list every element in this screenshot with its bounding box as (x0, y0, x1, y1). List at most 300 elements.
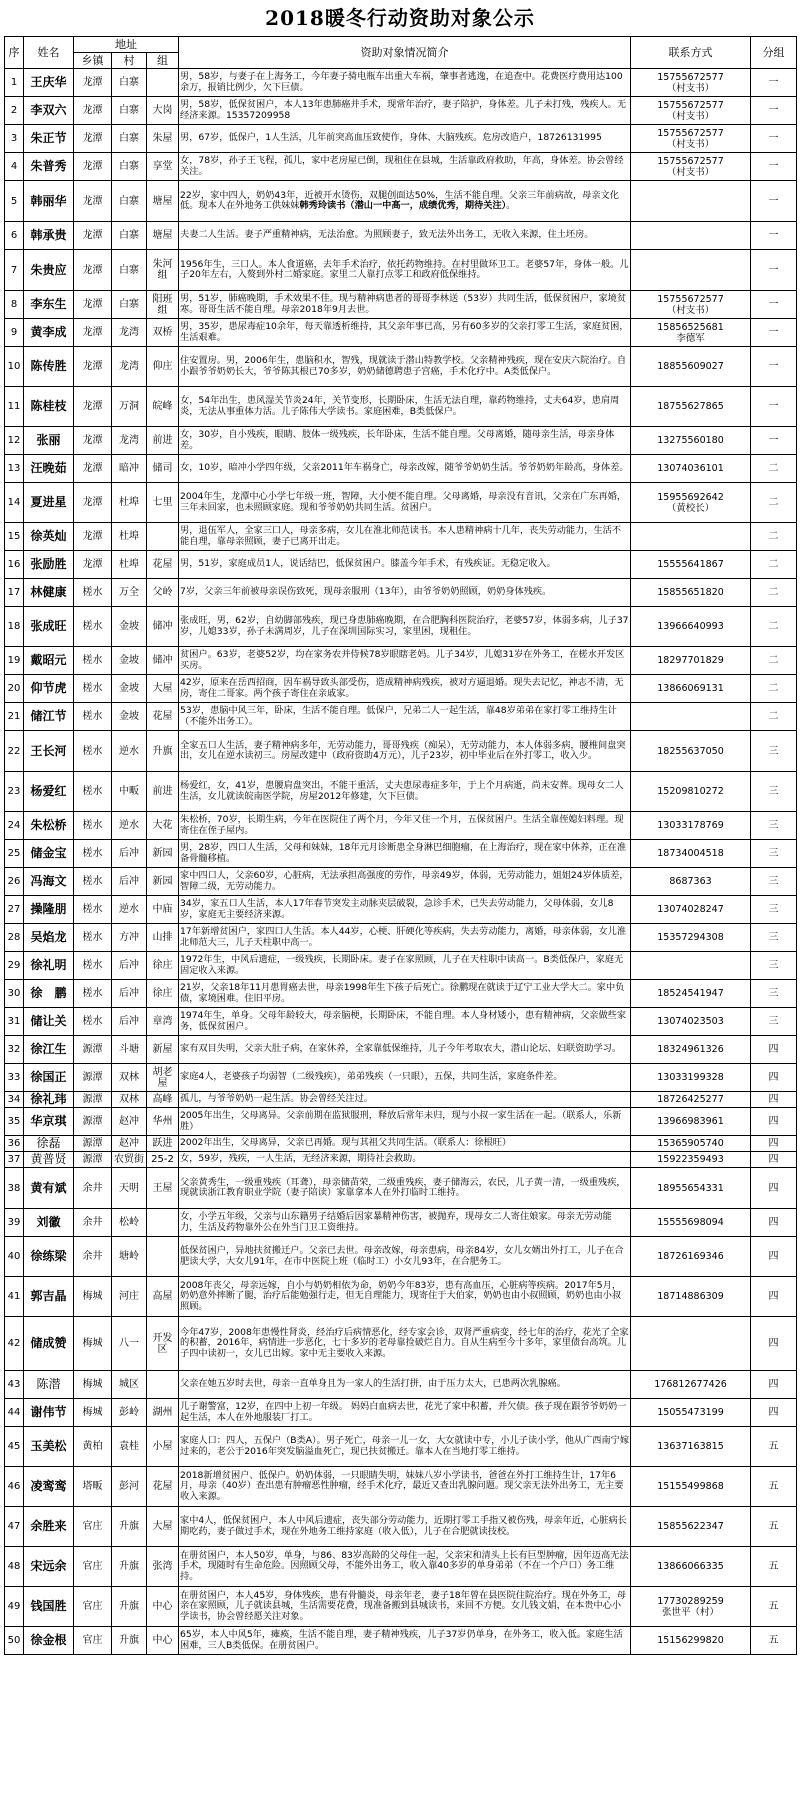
group-grade: 四 (751, 1237, 797, 1277)
contact-phone: 18324961326 (657, 1044, 724, 1055)
person-name: 仰节虎 (24, 675, 74, 703)
situation-description: 住安置房。男，2006年生，患脑积水，智残，现就读于潜山特教学校。父亲精神残疾，现在安庆六院治疗。自小跟爷爷奶奶长大，爷爷陈其根已70多岁，奶奶储德聘患子宫癌，手术化疗中。A类低保户。 (179, 347, 631, 387)
situation-description: 张成旺，男，62岁，自幼脚部残疾，现已身患肺癌晚期，在合肥胸科医院治疗，老婆57岁，体弱多病，儿子37岁，儿媳33岁，孙子未满周岁，儿子在深圳国际实习，家里困，现租住。 (179, 607, 631, 647)
contact-info (631, 347, 751, 387)
situation-description: 21岁，父亲18年11月患胃癌去世，母亲1998年生下孩子后死亡。徐鹏现在就读于辽宁工业大学大二。家中负债，家境困难。住旧平房。 (179, 980, 631, 1008)
contact-info (631, 69, 751, 97)
address-town: 官庄 (74, 1587, 112, 1627)
contact-phone: 15055473199 (657, 1407, 724, 1418)
table-row (5, 125, 797, 153)
contact-phone: 15755672577 (657, 155, 724, 167)
address-town: 槎水 (74, 952, 112, 980)
row-number: 19 (5, 647, 24, 675)
header-contact: 联系方式 (631, 37, 751, 69)
row-number: 7 (5, 250, 24, 291)
group-grade: 四 (751, 1036, 797, 1064)
address-town: 龙潭 (74, 387, 112, 427)
person-name: 操隆朋 (24, 896, 74, 924)
row-number: 10 (5, 347, 24, 387)
group-grade: 一 (751, 347, 797, 387)
person-name: 黄李成 (24, 319, 74, 347)
situation-description: 男，58岁，低保贫困户，本人13年患肺癌并手术，现常年治疗，妻子陪护，身体差。儿子未打残，残疾人。无经济来源。15357209958 (179, 97, 631, 125)
contact-info (631, 1399, 751, 1427)
contact-info (631, 1092, 751, 1108)
contact-phone: 17730289259 (657, 1595, 724, 1607)
group-grade: 一 (751, 181, 797, 222)
situation-description: 女，54年出生，患风湿关节炎24年，关节变形，长期卧床，生活无法自理，靠药物维持，丈夫64岁，患肩周炎，无法从事重体力活。儿子陈伟大学读书。家庭困难，B类低保户。 (179, 387, 631, 427)
situation-description: 1974年生，单身。父母年龄较大，母亲脑梗，长期卧床，不能自理。本人身材矮小，患有精神病，父亲做些家务，低保贫困户。 (179, 1008, 631, 1036)
row-number: 11 (5, 387, 24, 427)
contact-phone: 15755672577 (657, 127, 724, 139)
person-name: 徐金根 (24, 1627, 74, 1655)
address-village: 杜埠 (112, 523, 147, 551)
situation-description: 儿子谢警富，12岁，在四中上初一年级。 妈妈白血病去世，花光了家中积蓄，并欠债。孩子现在跟爷爷奶奶一起生活，本人在外地服装厂打工。 (179, 1399, 631, 1427)
contact-info (631, 1547, 751, 1587)
situation-description: 低保贫困户，异地扶贫搬迁户。父亲已去世。母亲改嫁，母亲患病，母亲84岁，女儿女婿出外打工，儿子在合肥读大学，大女儿91年，在市中医院上班（临时工）小女儿93年，在合肥务工。 (179, 1237, 631, 1277)
address-group: 前进 (147, 427, 179, 455)
address-group: 中心 (147, 1627, 179, 1655)
address-group: 储冲 (147, 607, 179, 647)
table-row (5, 731, 797, 772)
address-village: 龙湾 (112, 319, 147, 347)
group-grade: 二 (751, 607, 797, 647)
address-village: 后冲 (112, 952, 147, 980)
table-row (5, 250, 797, 291)
address-group: 章湾 (147, 1008, 179, 1036)
situation-description: 家庭4人，老婆孩子均弱智（二级残疾），弟弟残疾（一只眼），五保，共同生活，家庭条件差。 (179, 1064, 631, 1092)
address-group: 徐庄 (147, 952, 179, 980)
address-group: 大岗 (147, 97, 179, 125)
person-name: 徐英灿 (24, 523, 74, 551)
row-number: 47 (5, 1507, 24, 1547)
address-village: 逆水 (112, 812, 147, 840)
situation-description: 2018新增贫困户、低保户。奶奶体弱，一只眼睛失明，妹妹八岁小学读书，爸爸在外打工维持生计，17年6月，母亲（40岁）查出患有肿瘤恶性肿瘤，经手术化疗，最近又查出乳腺问题。现父亲无法外出务工，无主要收入来源。 (179, 1467, 631, 1507)
contact-info (631, 387, 751, 427)
address-group: 中心 (147, 1587, 179, 1627)
address-group: 花屋 (147, 1467, 179, 1507)
address-town: 龙潭 (74, 153, 112, 181)
address-town: 龙潭 (74, 97, 112, 125)
address-group (147, 523, 179, 551)
group-grade: 一 (751, 69, 797, 97)
address-village: 杜埠 (112, 551, 147, 579)
row-number: 5 (5, 181, 24, 222)
address-town: 龙潭 (74, 250, 112, 291)
beneficiary-table (4, 36, 797, 1655)
address-town: 余井 (74, 1168, 112, 1209)
table-row (5, 181, 797, 222)
row-number: 50 (5, 1627, 24, 1655)
contact-info (631, 250, 751, 291)
contact-phone: 15856525681 (657, 321, 724, 333)
person-name: 黄普贤 (24, 1152, 74, 1168)
address-town: 源潭 (74, 1036, 112, 1064)
row-number: 36 (5, 1136, 24, 1152)
table-row (5, 1152, 797, 1168)
contact-phone: 13966983961 (657, 1116, 724, 1127)
contact-info (631, 1627, 751, 1655)
contact-info (631, 319, 751, 347)
contact-info (631, 840, 751, 868)
address-group: 新园 (147, 840, 179, 868)
row-number: 31 (5, 1008, 24, 1036)
address-village: 城区 (112, 1371, 147, 1399)
contact-phone: 15155499868 (657, 1481, 724, 1492)
table-row (5, 607, 797, 647)
address-group: 新园 (147, 868, 179, 896)
address-group: 储冲 (147, 647, 179, 675)
group-grade: 四 (751, 1371, 797, 1399)
contact-info (631, 1237, 751, 1277)
row-number: 45 (5, 1427, 24, 1467)
group-grade: 二 (751, 675, 797, 703)
person-name: 李双六 (24, 97, 74, 125)
row-number: 3 (5, 125, 24, 153)
group-grade: 四 (751, 1399, 797, 1427)
contact-phone: 18524541947 (657, 988, 724, 999)
address-town: 梅城 (74, 1399, 112, 1427)
contact-phone: 15755672577 (657, 71, 724, 83)
address-town: 槎水 (74, 980, 112, 1008)
row-number: 17 (5, 579, 24, 607)
group-grade: 一 (751, 427, 797, 455)
situation-description: 17年新增贫困户，家四口人生活。本人44岁，心梗、肝硬化等疾病，失去劳动能力，离婚，母亲体弱，女儿淮北师范大三，儿子天柱职中高一。 (179, 924, 631, 952)
address-town: 源潭 (74, 1152, 112, 1168)
contact-phone: 18714886309 (657, 1291, 724, 1302)
address-group: 前进 (147, 772, 179, 812)
address-group: 王屋 (147, 1168, 179, 1209)
group-grade: 三 (751, 952, 797, 980)
group-grade: 二 (751, 483, 797, 523)
table-row (5, 647, 797, 675)
address-town: 龙潭 (74, 551, 112, 579)
contact-phone: 18297701829 (657, 655, 724, 666)
header-town: 乡镇 (74, 53, 112, 69)
table-row (5, 1317, 797, 1371)
contact-phone: 15156299820 (657, 1635, 724, 1646)
person-name: 徐 鹏 (24, 980, 74, 1008)
address-village: 后冲 (112, 1008, 147, 1036)
address-village: 金坡 (112, 675, 147, 703)
contact-phone: 18734004518 (657, 848, 724, 859)
row-number: 41 (5, 1277, 24, 1317)
table-row (5, 1427, 797, 1467)
situation-description: 父亲在她五岁时去世，母亲一直单身且为一家人的生活打拼，由于压力太大，已患两次乳腺癌。 (179, 1371, 631, 1399)
table-row (5, 1092, 797, 1108)
address-village: 万洞 (112, 387, 147, 427)
row-number: 46 (5, 1467, 24, 1507)
row-number: 40 (5, 1237, 24, 1277)
address-group: 升旗 (147, 731, 179, 772)
contact-phone: 13275560180 (657, 435, 724, 446)
row-number: 44 (5, 1399, 24, 1427)
header-row-1 (5, 37, 797, 53)
contact-info (631, 772, 751, 812)
contact-phone: 18955654331 (657, 1182, 724, 1194)
group-grade: 三 (751, 868, 797, 896)
group-grade: 三 (751, 812, 797, 840)
person-name: 徐练梁 (24, 1237, 74, 1277)
address-town: 梅城 (74, 1317, 112, 1371)
group-grade: 五 (751, 1587, 797, 1627)
row-number: 49 (5, 1587, 24, 1627)
row-number: 39 (5, 1209, 24, 1237)
group-grade: 一 (751, 125, 797, 153)
table-row (5, 868, 797, 896)
address-village: 河庄 (112, 1277, 147, 1317)
table-row (5, 347, 797, 387)
contact-info (631, 1587, 751, 1627)
contact-phone: 13033178769 (657, 820, 724, 831)
address-group: 仰庄 (147, 347, 179, 387)
row-number: 15 (5, 523, 24, 551)
situation-description: 女，59岁，残疾，一人生活，无经济来源，期待社会救助。 (179, 1152, 631, 1168)
address-town: 槎水 (74, 868, 112, 896)
contact-info (631, 455, 751, 483)
group-grade: 三 (751, 1008, 797, 1036)
situation-description: 女，30岁，自小残疾，眼睛、肢体一级残疾，长年卧床，生活不能自理。父母离婚，随母亲生活，母亲身体差。 (179, 427, 631, 455)
group-grade: 一 (751, 291, 797, 319)
contact-info (631, 97, 751, 125)
address-group: 中庙 (147, 896, 179, 924)
contact-info (631, 1371, 751, 1399)
group-grade: 三 (751, 772, 797, 812)
address-village: 双林 (112, 1092, 147, 1108)
row-number: 29 (5, 952, 24, 980)
address-group (147, 1237, 179, 1277)
person-name: 张成旺 (24, 607, 74, 647)
address-village: 杜埠 (112, 483, 147, 523)
group-grade: 一 (751, 153, 797, 181)
address-village: 升旗 (112, 1507, 147, 1547)
address-village: 白寨 (112, 125, 147, 153)
table-row (5, 703, 797, 731)
table-row (5, 579, 797, 607)
group-grade: 二 (751, 523, 797, 551)
contact-info (631, 647, 751, 675)
address-village: 升旗 (112, 1547, 147, 1587)
table-row (5, 840, 797, 868)
table-row (5, 896, 797, 924)
group-grade: 二 (751, 551, 797, 579)
group-grade: 五 (751, 1627, 797, 1655)
address-group: 花屋 (147, 551, 179, 579)
address-town: 槎水 (74, 896, 112, 924)
row-number: 21 (5, 703, 24, 731)
person-name: 凌鸾鸾 (24, 1467, 74, 1507)
person-name: 徐江生 (24, 1036, 74, 1064)
address-town: 槎水 (74, 924, 112, 952)
person-name: 钱国胜 (24, 1587, 74, 1627)
situation-description: 2002年出生，父母离异，父亲已再婚。现与其祖父共同生活。（联系人：徐根旺） (179, 1136, 631, 1152)
address-group (147, 69, 179, 97)
address-village: 升旗 (112, 1587, 147, 1627)
contact-note: （村支书） (666, 82, 715, 94)
row-number: 32 (5, 1036, 24, 1064)
address-village: 逆水 (112, 731, 147, 772)
address-village: 方冲 (112, 924, 147, 952)
address-group: 七里 (147, 483, 179, 523)
situation-description: 65岁，本人中风5年，瘫痪，生活不能自理，妻子精神残疾，儿子37岁仍单身，在外务工，收入低。家庭生活困难，三人B类低保。在册贫困户。 (179, 1627, 631, 1655)
address-group: 储司 (147, 455, 179, 483)
situation-description: 父亲黄秀生，一级重残疾（耳聋），母亲储苗荣，二级重残疾，妻子储海云，农民，儿子黄一清，一级重残疾，现就读浙江教育职业学院（妻子陪读）家靠拿本人在外打临时工维持。 (179, 1168, 631, 1209)
group-grade: 一 (751, 387, 797, 427)
address-village: 后冲 (112, 868, 147, 896)
person-name: 汪晚茹 (24, 455, 74, 483)
address-group: 25-2 (147, 1152, 179, 1168)
address-village: 八一 (112, 1317, 147, 1371)
address-group: 塘屋 (147, 222, 179, 250)
address-town: 梅城 (74, 1371, 112, 1399)
person-name: 李东生 (24, 291, 74, 319)
address-town: 官庄 (74, 1547, 112, 1587)
row-number: 12 (5, 427, 24, 455)
row-number: 34 (5, 1092, 24, 1108)
contact-phone: 13074023503 (657, 1016, 724, 1027)
situation-text: 。 (506, 200, 516, 211)
table-row (5, 980, 797, 1008)
table-row (5, 812, 797, 840)
address-town: 龙潭 (74, 523, 112, 551)
person-name: 陈桂枝 (24, 387, 74, 427)
contact-note: 李德军 (676, 332, 705, 344)
situation-description: 男，51岁，肺癌晚期，手术效果不佳。现与精神病患者的哥哥李林送（53岁）共同生活，低保贫困户，家境贫寒。哥哥生活不能自理。母亲2018年9月去世。 (179, 291, 631, 319)
contact-info (631, 1036, 751, 1064)
address-village: 龙湾 (112, 347, 147, 387)
contact-phone: 13074036101 (657, 463, 724, 474)
contact-info (631, 1317, 751, 1371)
situation-description: 男，51岁，家庭成员1人，说话结巴，低保贫困户。膝盖今年手术，有残疾证。无稳定收入。 (179, 551, 631, 579)
contact-info (631, 675, 751, 703)
table-row (5, 772, 797, 812)
contact-phone: 15209810272 (657, 786, 724, 797)
contact-phone: 18726169346 (657, 1251, 724, 1262)
person-name: 宋远余 (24, 1547, 74, 1587)
table-body (5, 69, 797, 1655)
row-number: 9 (5, 319, 24, 347)
person-name: 韩丽华 (24, 181, 74, 222)
address-group: 大屋 (147, 1507, 179, 1547)
group-grade: 四 (751, 1209, 797, 1237)
address-village: 金坡 (112, 703, 147, 731)
contact-info (631, 153, 751, 181)
address-village: 金坡 (112, 647, 147, 675)
group-grade: 五 (751, 1507, 797, 1547)
header-no: 序 (5, 37, 24, 69)
situation-description: 男，58岁，与妻子在上海务工，今年妻子骑电瓶车出重大车祸，肇事者逃逸，在追查中。花费医疗费用达100余万，报销比例少，欠下巨债。 (179, 69, 631, 97)
header-grade: 分组 (751, 37, 797, 69)
contact-info (631, 1136, 751, 1152)
situation-description: 朱松桥，70岁，长期生病，今年在医院住了两个月，今年又住一个月，五保贫困户。生活全靠侄媳妇料理。现寄住在侄子屋内。 (179, 812, 631, 840)
address-town: 龙潭 (74, 181, 112, 222)
row-number: 2 (5, 97, 24, 125)
situation-description: 女，小学五年级，父亲与山东籍男子结婚后因家暴精神伤害，被抛弃，现母女二人寄住娘家。母亲无劳动能力，生活及药物靠外公在外当门卫工资维持。 (179, 1209, 631, 1237)
table-row (5, 1399, 797, 1427)
person-name: 朱正节 (24, 125, 74, 153)
person-name: 谢伟节 (24, 1399, 74, 1427)
address-town: 槎水 (74, 703, 112, 731)
situation-description: 1972年生，中风后遗症，一级残疾，长期卧床。妻子在家照顾，儿子在天柱职中读高一。B类低保户，家庭无固定收入来源。 (179, 952, 631, 980)
table-row (5, 1168, 797, 1209)
person-name: 朱普秀 (24, 153, 74, 181)
address-village: 金坡 (112, 607, 147, 647)
situation-description: 34岁，家五口人生活，本人17年春节突发主动脉夹层破裂，急诊手术，已失去劳动能力，父母体弱，女儿8岁，家庭无主要经济来源。 (179, 896, 631, 924)
situation-description: 全家五口人生活，妻子精神病多年，无劳动能力，哥哥残疾（痴呆），无劳动能力，本人体弱多病，腰椎间盘突出，女儿在逆水读初三。房屋改建中（政府资助4万元），儿子23岁，初中毕业后在外打零工，收入少。 (179, 731, 631, 772)
person-name: 朱松桥 (24, 812, 74, 840)
address-village: 万全 (112, 579, 147, 607)
situation-description (179, 181, 631, 222)
header-village: 村 (112, 53, 147, 69)
group-grade: 二 (751, 703, 797, 731)
contact-phone: 13866069131 (657, 683, 724, 694)
person-name: 玉美松 (24, 1427, 74, 1467)
contact-info (631, 1507, 751, 1547)
situation-description: 家有双目失明，父亲大肚子病，在家休养，全家靠低保维持，儿子今年考取农大，潜山论坛、妇联资助学习。 (179, 1036, 631, 1064)
address-town: 龙潭 (74, 291, 112, 319)
address-village: 赵冲 (112, 1136, 147, 1152)
situation-description: 女，78岁，孙子王飞程，孤儿，家中老房屋已倒，现租住在县城，生活靠政府救助，年高，身体差。协会曾经关注。 (179, 153, 631, 181)
address-town: 源潭 (74, 1064, 112, 1092)
row-number: 26 (5, 868, 24, 896)
person-name: 夏进星 (24, 483, 74, 523)
address-group: 跃进 (147, 1136, 179, 1152)
table-row (5, 1587, 797, 1627)
contact-info (631, 222, 751, 250)
situation-description: 2004年生，龙潭中心小学七年级一班，智障，大小便不能自理。父母离婚，母亲没有音讯，父亲在广东再婚，三年未回家，也未照顾家庭。现和爷爷奶奶共同生活。贫困户。 (179, 483, 631, 523)
person-name: 储成赞 (24, 1317, 74, 1371)
contact-phone: 18726425277 (657, 1094, 724, 1105)
address-town: 梅城 (74, 1277, 112, 1317)
address-village: 天明 (112, 1168, 147, 1209)
group-grade: 二 (751, 579, 797, 607)
address-town: 槎水 (74, 607, 112, 647)
contact-phone: 15855651820 (657, 587, 724, 598)
address-village: 中畈 (112, 772, 147, 812)
group-grade: 二 (751, 647, 797, 675)
address-village: 袁桂 (112, 1427, 147, 1467)
address-group: 张湾 (147, 1547, 179, 1587)
table-row (5, 153, 797, 181)
address-town: 官庄 (74, 1627, 112, 1655)
group-grade: 二 (751, 455, 797, 483)
contact-phone: 15555641867 (657, 559, 724, 570)
table-row (5, 924, 797, 952)
contact-phone: 18855609027 (657, 361, 724, 372)
person-name: 徐磊 (24, 1136, 74, 1152)
group-grade: 四 (751, 1317, 797, 1371)
table-row (5, 222, 797, 250)
table-row (5, 1036, 797, 1064)
contact-info (631, 1209, 751, 1237)
table-row (5, 1507, 797, 1547)
address-village: 逆水 (112, 896, 147, 924)
address-village: 白寨 (112, 153, 147, 181)
person-name: 吴焰龙 (24, 924, 74, 952)
table-row (5, 523, 797, 551)
contact-info (631, 523, 751, 551)
contact-info (631, 924, 751, 952)
table-row (5, 97, 797, 125)
address-town: 余井 (74, 1237, 112, 1277)
group-grade: 五 (751, 1467, 797, 1507)
table-row (5, 1277, 797, 1317)
group-grade: 三 (751, 896, 797, 924)
person-name: 储金宝 (24, 840, 74, 868)
contact-phone: 13637163815 (657, 1441, 724, 1452)
group-grade: 四 (751, 1168, 797, 1209)
contact-phone: 15365905740 (657, 1138, 724, 1149)
group-grade: 五 (751, 1547, 797, 1587)
